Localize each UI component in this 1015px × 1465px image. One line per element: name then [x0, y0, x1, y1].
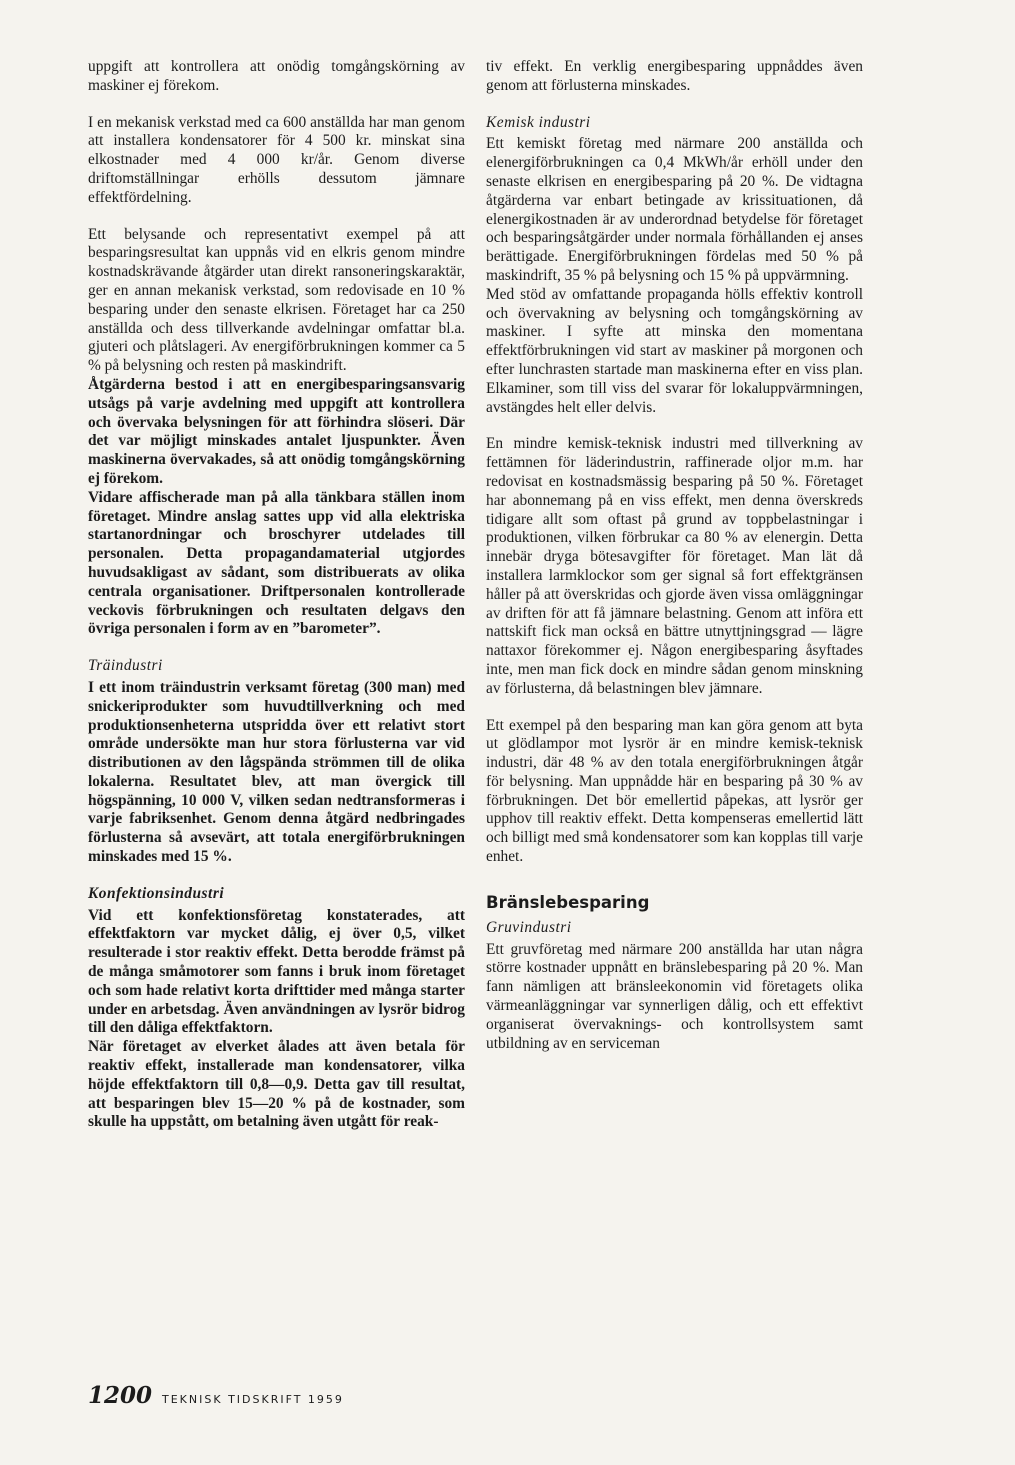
right-column	[486, 58, 863, 1053]
paragraph: tiv effekt. En verklig energibesparing uppnåddes även genom att förlusterna minskades.	[486, 58, 863, 94]
paragraph: Ett kemiskt företag med närmare 200 anställda och elenergiförbrukningen ca 0,4 MkWh/år erhöll under den senaste elkrisen en energibesparing på 20 %. De vidtagna åtgärderna var enbart betingade av krissituationen, då elenergikostnaden är av underordnad betydelse för företaget och besparingsåtgärder under normala förhållanden ej anses berättigade. Energiförbrukningen fördelas med 50 % på maskindrift, 35 % på belysning och 15 % på uppvärmning.	[486, 135, 863, 284]
subheading-konfektionsindustri: Konfektionsindustri	[88, 884, 225, 902]
paragraph: Ett exempel på den besparing man kan göra genom att byta ut glödlampor mot lysrör är en mindre kemisk-teknisk industri, där 48 % av den totala energiförbrukningen åtgår för belysning. Man uppnådde här en besparing på 30 % av förbrukningen. Det bör emellertid påpekas, att lysrör ger upphov till reaktiv effekt. Detta kompenseras emellertid lätt och billigt med små kondensatorer som kan kopplas till varje enhet.	[486, 716, 863, 866]
section-heading-bransle: Bränslebesparing	[486, 892, 650, 912]
paragraph: Vidare affischerade man på alla tänkbara ställen inom företaget. Mindre anslag sattes upp vid alla elektriska startanordningar och broschyrer utdelades till personalen. Detta propagandamaterial utgjordes huvudsakligast av sådant, som distribuerats av olika centrala organisationer. Driftpersonalen kontrollerade veckovis förbrukningen och resultaten delgavs den övriga personalen i form av en ”barometer”.	[88, 488, 465, 638]
page-footer	[88, 1382, 344, 1409]
paragraph: En mindre kemisk-teknisk industri med tillverkning av fettämnen för läderindustrin, raffinerade oljor m.m. har redovisat en kostnadsmässig besparing på 50 %. Företaget har abonnemang på en viss effekt, men denna överskreds tidigare allt som oftast på grund av toppbelastningar i produktionen, vilken förbrukar ca 80 % av elenergin. Detta innebär dryga bötesavgifter för företaget. Man lät då installera larmklockor som ger signal så fort effektgränsen håller på att överskridas och gjorde även vissa omläggningar av driften för att få jämnare belastning. Genom att införa ett nattskift fick man också en bättre utnyttjningsgrad — lägre nattaxor förekommer ej. Någon energibesparing åsyftades inte, men man fick dock en mindre sådan genom minskning av förlusterna, då belastningen blev jämnare.	[486, 435, 863, 697]
paragraph: uppgift att kontrollera att onödig tomgångskörning av maskiner ej förekom.	[88, 58, 465, 94]
paragraph: I ett inom träindustrin verksamt företag (300 man) med snickeriprodukter som huvudtillverkning och med produktionsenheterna utspridda över ett relativt stort område undersökte man hur stora förlusterna var vid distributionen av den lågspända strömmen till de olika lokalerna. Resultatet blev, att man övergick till högspänning, 10 000 V, vilken sedan nedtransformeras i varje fabriksenhet. Genom denna åtgärd nedbringades förlusterna så avsevärt, att totala energiförbrukningen minskades med 15 %.	[88, 678, 465, 866]
journal-title: TEKNISK TIDSKRIFT 1959	[162, 1393, 344, 1406]
subheading-gruvindustri: Gruvindustri	[486, 918, 572, 936]
paragraph: I en mekanisk verkstad med ca 600 anställda har man genom att installera kondensatorer för 4 500 kr. minskat sina elkostnader med 4 000 kr/år. Genom diverse driftomställningar erhölls dessutom jämnare effektfördelning.	[88, 113, 465, 206]
page-number: 1200	[88, 1382, 153, 1409]
paragraph: Ett belysande och representativt exempel på att besparingsresultat kan uppnås vid en elkris genom mindre kostnadskrävande åtgärder utan direkt ransoneringskaraktär, ger en annan mekanisk verkstad, som redovisade en 10 % besparing under den senaste elkrisen. Företaget har ca 250 anställda och dess tillverkande avdelningar omfattar bl.a. gjuteri och plåtslageri. Av energiförbrukningen kommer ca 5 % på belysning och resten på maskindrift.	[88, 225, 465, 375]
paragraph: Åtgärderna bestod i att en energibesparingsansvarig utsågs på varje avdelning med uppgift att kontrollera och övervaka belysningen för att förhindra slöseri. Där det var möjligt minskades antalet ljuspunkter. Även maskinerna övervakades, så att onödig tomgångskörning ej förekom.	[88, 375, 465, 487]
subheading-traindustri: Träindustri	[88, 657, 163, 675]
paragraph: Ett gruvföretag med närmare 200 anställda har utan några större kostnader uppnått en bränslebesparing på 20 %. Man fann nämligen att bränsleekonomin vid företagets olika värmeanläggningar var synnerligen dålig, och ett effektivt organiserat övervaknings- och kontrollsystem samt utbildning av en serviceman	[486, 940, 863, 1052]
subheading-kemisk-industri: Kemisk industri	[486, 113, 591, 131]
paragraph: När företaget av elverket ålades att även betala för reaktiv effekt, installerade man kondensatorer, vilka höjde effektfaktorn till 0,8—0,9. Detta gav till resultat, att besparingen blev 15—20 % på de kostnader, som skulle ha uppstått, om betalning även utgått för reak-	[88, 1038, 465, 1131]
left-column	[88, 58, 465, 1132]
paragraph: Med stöd av omfattande propaganda hölls effektiv kontroll och övervakning av belysning och tomgångskörning av maskiner. I syfte att minska den momentana effektförbrukningen vid start av maskiner på morgonen och efter lunchrasten startade man maskinerna efter en viss plan. Elkaminer, som till viss del svarar för lokaluppvärmningen, avstängdes helt eller delvis.	[486, 285, 863, 416]
paragraph: Vid ett konfektionsföretag konstaterades, att effektfaktorn var mycket dålig, ej över 0,5, vilket resulterade i stor reaktiv effekt. Detta berodde främst på de många småmotorer som fanns i bruk inom företaget och som hade relativt korta drifttider med många starter under en arbetsdag. Även användningen av lysrör bidrog till den dåliga effektfaktorn.	[88, 906, 465, 1037]
